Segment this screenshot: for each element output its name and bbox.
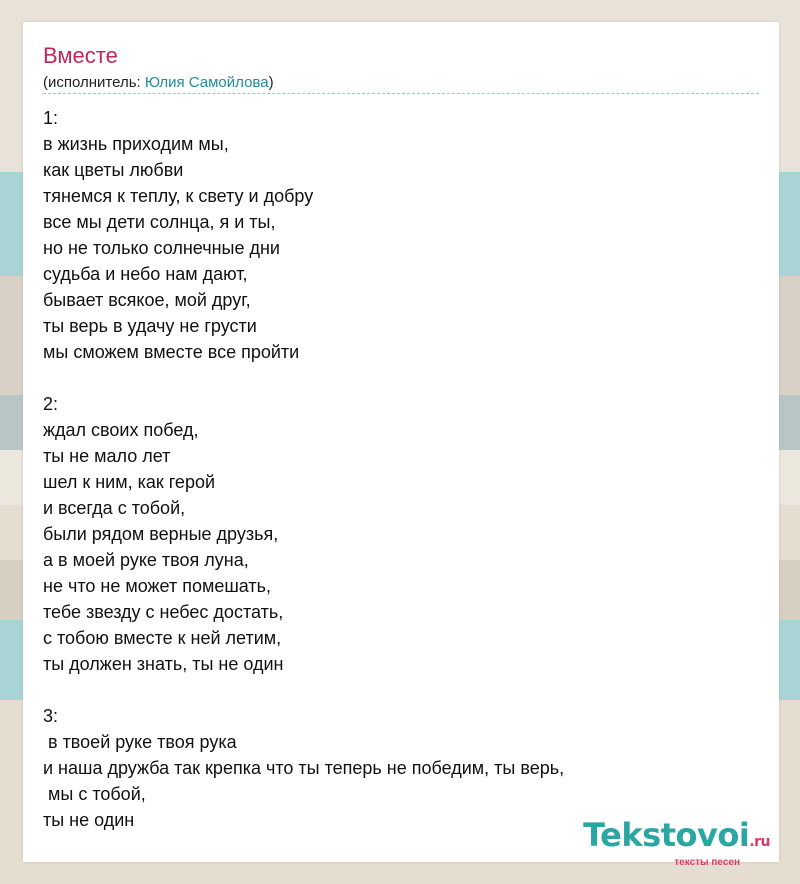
title-divider (43, 93, 759, 94)
site-logo[interactable] (583, 818, 770, 868)
lyric-line: 3: (43, 706, 59, 726)
lyrics-card (23, 22, 779, 862)
logo-wordmark (583, 818, 770, 859)
lyric-line: шел к ним, как герой (43, 472, 216, 492)
performer-line (43, 73, 274, 93)
lyric-line: а в моей руке твоя луна, (43, 550, 249, 570)
lyric-line: ты не один (43, 810, 135, 830)
lyric-line: судьба и небо нам дают, (43, 264, 248, 284)
lyric-line: тянемся к теплу, к свету и добру (43, 186, 314, 206)
lyric-line: но не только солнечные дни (43, 238, 280, 258)
lyric-line: ты должен знать, ты не один (43, 654, 284, 674)
lyric-line: в жизнь приходим мы, (43, 134, 229, 154)
lyric-line: все мы дети солнца, я и ты, (43, 212, 276, 232)
lyric-line: с тобою вместе к ней летим, (43, 628, 282, 648)
lyric-line: не что не может помешать, (43, 576, 272, 596)
lyric-line: ты верь в удачу не грусти (43, 316, 257, 336)
lyric-line: 2: (43, 394, 59, 414)
lyric-line: мы сможем вместе все пройти (43, 342, 300, 362)
lyric-line: 1: (43, 108, 59, 128)
song-title: Вместе (43, 43, 118, 68)
lyric-line (43, 677, 759, 703)
performer-link[interactable]: Юлия Самойлова (144, 74, 269, 91)
lyric-line: как цветы любви (43, 160, 184, 180)
logo-main-text: Tekstovoi (583, 816, 750, 854)
lyrics-body (43, 105, 759, 833)
lyric-line: были рядом верные друзья, (43, 524, 279, 544)
performer-prefix: (исполнитель: (43, 74, 145, 91)
lyric-line: в твоей руке твоя рука (43, 732, 237, 752)
lyric-line: тебе звезду с небес достать, (43, 602, 284, 622)
lyric-line: и наша дружба так крепка что ты теперь не победим, ты верь, (43, 758, 565, 778)
lyric-line: и всегда с тобой, (43, 498, 186, 518)
logo-tagline: тексты песен (674, 857, 740, 868)
lyric-line: ты не мало лет (43, 446, 171, 466)
performer-suffix: ) (268, 74, 274, 91)
logo-tld: .ru (749, 834, 770, 850)
lyric-line: ждал своих побед, (43, 420, 199, 440)
lyric-line: бывает всякое, мой друг, (43, 290, 251, 310)
lyric-line: мы с тобой, (43, 784, 146, 804)
lyric-line (43, 365, 759, 391)
